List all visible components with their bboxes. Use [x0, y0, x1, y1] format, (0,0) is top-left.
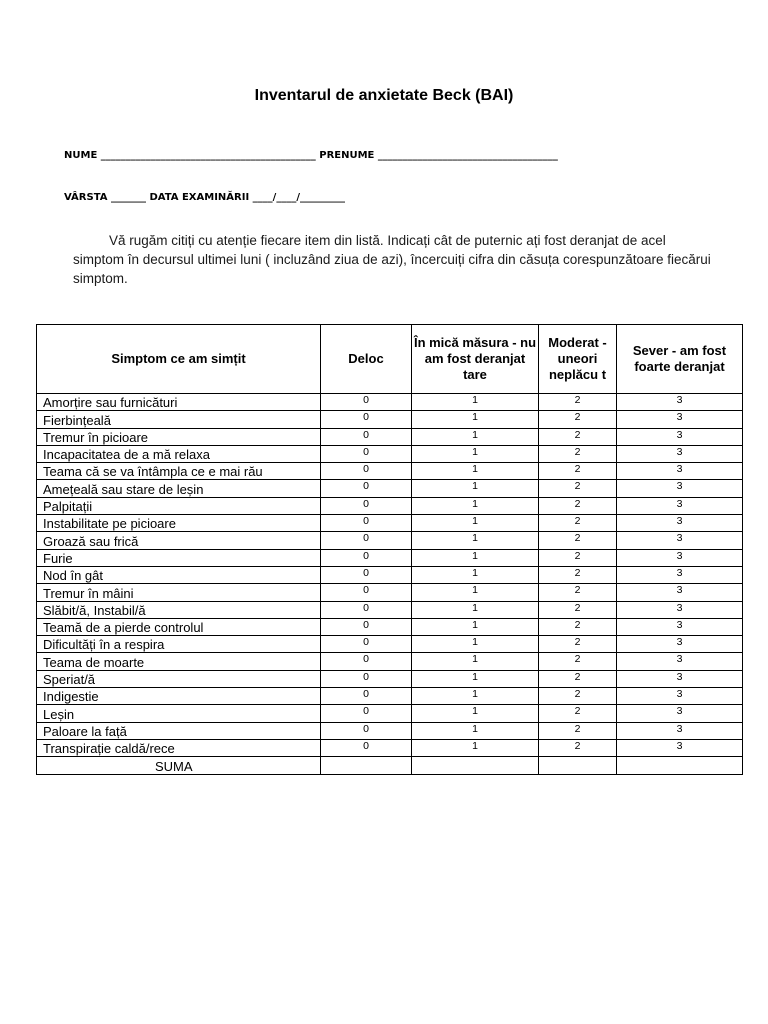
table-row — [37, 722, 743, 739]
symptom-label: Palpitații — [37, 497, 321, 514]
sum-cell[interactable] — [539, 757, 617, 774]
symptom-label: Amorțire sau furnicături — [37, 394, 321, 411]
score-cell-2[interactable]: 2 — [539, 463, 617, 480]
symptom-label: Speriat/ă — [37, 670, 321, 687]
score-cell-1[interactable]: 1 — [412, 394, 539, 411]
header-moderat-label: Moderat - uneori neplăcu t — [548, 335, 607, 382]
score-cell-2[interactable]: 2 — [539, 653, 617, 670]
score-cell-0[interactable]: 0 — [321, 636, 412, 653]
table-row — [37, 480, 743, 497]
score-cell-2[interactable]: 2 — [539, 394, 617, 411]
score-cell-2[interactable]: 2 — [539, 411, 617, 428]
score-cell-3[interactable]: 3 — [617, 515, 743, 532]
symptom-label: Teama că se va întâmpla ce e mai rău — [37, 463, 321, 480]
score-cell-0[interactable]: 0 — [321, 618, 412, 635]
header-deloc: Deloc — [321, 325, 412, 394]
symptom-table — [36, 324, 743, 775]
score-cell-3[interactable]: 3 — [617, 618, 743, 635]
score-cell-3[interactable]: 3 — [617, 497, 743, 514]
score-cell-0[interactable]: 0 — [321, 411, 412, 428]
symptom-label: Tremur în mâini — [37, 584, 321, 601]
table-row — [37, 394, 743, 411]
score-cell-0[interactable]: 0 — [321, 653, 412, 670]
score-cell-3[interactable]: 3 — [617, 394, 743, 411]
score-cell-0[interactable]: 0 — [321, 445, 412, 462]
score-cell-1[interactable]: 1 — [412, 636, 539, 653]
score-cell-1[interactable]: 1 — [412, 653, 539, 670]
score-cell-3[interactable]: 3 — [617, 739, 743, 756]
symptom-label: Groază sau frică — [37, 532, 321, 549]
score-cell-3[interactable]: 3 — [617, 480, 743, 497]
table-header-row — [37, 325, 743, 394]
score-cell-0[interactable]: 0 — [321, 480, 412, 497]
symptom-label: Fierbințeală — [37, 411, 321, 428]
symptom-label: Instabilitate pe picioare — [37, 515, 321, 532]
symptom-label: Amețeală sau stare de leșin — [37, 480, 321, 497]
symptom-label: Transpirație caldă/rece — [37, 739, 321, 756]
page-title: Inventarul de anxietate Beck (BAI) — [254, 87, 514, 104]
score-cell-1[interactable]: 1 — [412, 515, 539, 532]
score-cell-3[interactable]: 3 — [617, 411, 743, 428]
score-cell-1[interactable]: 1 — [412, 566, 539, 583]
symptom-label: Paloare la față — [37, 722, 321, 739]
score-cell-2[interactable]: 2 — [539, 601, 617, 618]
score-cell-1[interactable]: 1 — [412, 428, 539, 445]
score-cell-2[interactable]: 2 — [539, 445, 617, 462]
score-cell-1[interactable]: 1 — [412, 480, 539, 497]
sum-cell[interactable] — [321, 757, 412, 774]
score-cell-1[interactable]: 1 — [412, 497, 539, 514]
score-cell-1[interactable]: 1 — [412, 688, 539, 705]
table-row — [37, 653, 743, 670]
score-cell-1[interactable]: 1 — [412, 618, 539, 635]
score-cell-1[interactable]: 1 — [412, 670, 539, 687]
score-cell-3[interactable]: 3 — [617, 653, 743, 670]
score-cell-0[interactable]: 0 — [321, 705, 412, 722]
symptom-label: Furie — [37, 549, 321, 566]
score-cell-3[interactable]: 3 — [617, 688, 743, 705]
score-cell-1[interactable]: 1 — [412, 601, 539, 618]
score-cell-0[interactable]: 0 — [321, 739, 412, 756]
symptom-label: Teamă de a pierde controlul — [37, 618, 321, 635]
score-cell-1[interactable]: 1 — [412, 463, 539, 480]
symptom-label: Leșin — [37, 705, 321, 722]
sum-cell[interactable] — [412, 757, 539, 774]
score-cell-0[interactable]: 0 — [321, 584, 412, 601]
score-cell-1[interactable]: 1 — [412, 549, 539, 566]
score-cell-1[interactable]: 1 — [412, 532, 539, 549]
score-cell-2[interactable]: 2 — [539, 670, 617, 687]
score-cell-3[interactable]: 3 — [617, 445, 743, 462]
table-row — [37, 584, 743, 601]
header-mica-masura-label: În mică măsura - nu am fost deranjat tare — [413, 335, 537, 382]
symptom-label: Slăbit/ă, Instabil/ă — [37, 601, 321, 618]
score-cell-2[interactable]: 2 — [539, 636, 617, 653]
table-row — [37, 532, 743, 549]
score-cell-1[interactable]: 1 — [412, 705, 539, 722]
score-cell-2[interactable]: 2 — [539, 549, 617, 566]
score-cell-3[interactable]: 3 — [617, 566, 743, 583]
score-cell-2[interactable]: 2 — [539, 739, 617, 756]
score-cell-2[interactable]: 2 — [539, 497, 617, 514]
table-row — [37, 566, 743, 583]
table-row — [37, 739, 743, 756]
symptom-label: Indigestie — [37, 688, 321, 705]
table-row — [37, 705, 743, 722]
score-cell-0[interactable]: 0 — [321, 428, 412, 445]
score-cell-3[interactable]: 3 — [617, 705, 743, 722]
table-row — [37, 411, 743, 428]
symptom-label: Incapacitatea de a mă relaxa — [37, 445, 321, 462]
score-cell-2[interactable]: 2 — [539, 705, 617, 722]
score-cell-0[interactable]: 0 — [321, 532, 412, 549]
symptom-label: Teama de moarte — [37, 653, 321, 670]
sum-label: SUMA — [37, 757, 321, 774]
table-row — [37, 463, 743, 480]
score-cell-2[interactable]: 2 — [539, 566, 617, 583]
table-row — [37, 428, 743, 445]
score-cell-2[interactable]: 2 — [539, 688, 617, 705]
score-cell-0[interactable]: 0 — [321, 549, 412, 566]
score-cell-0[interactable]: 0 — [321, 497, 412, 514]
score-cell-1[interactable]: 1 — [412, 445, 539, 462]
score-cell-0[interactable]: 0 — [321, 394, 412, 411]
table-row — [37, 618, 743, 635]
sum-cell[interactable] — [617, 757, 743, 774]
sum-row — [37, 757, 743, 774]
score-cell-2[interactable]: 2 — [539, 584, 617, 601]
score-cell-3[interactable]: 3 — [617, 601, 743, 618]
score-cell-2[interactable]: 2 — [539, 515, 617, 532]
symptom-label: Tremur în picioare — [37, 428, 321, 445]
table-row — [37, 549, 743, 566]
header-sever — [617, 325, 743, 394]
score-cell-0[interactable]: 0 — [321, 463, 412, 480]
score-cell-3[interactable]: 3 — [617, 549, 743, 566]
score-cell-1[interactable]: 1 — [412, 411, 539, 428]
header-sever-label: Sever - am fost foarte deranjat — [632, 343, 727, 374]
header-symptom: Simptom ce am simțit — [37, 325, 321, 394]
score-cell-3[interactable]: 3 — [617, 532, 743, 549]
table-row — [37, 515, 743, 532]
table-row — [37, 601, 743, 618]
age-date-fields-line[interactable]: VÂRSTA _______ DATA EXAMINĂRII ____/____/_________ — [64, 192, 345, 203]
score-cell-1[interactable]: 1 — [412, 584, 539, 601]
score-cell-0[interactable]: 0 — [321, 601, 412, 618]
score-cell-0[interactable]: 0 — [321, 566, 412, 583]
score-cell-0[interactable]: 0 — [321, 688, 412, 705]
symptom-label: Dificultăți în a respira — [37, 636, 321, 653]
score-cell-3[interactable]: 3 — [617, 463, 743, 480]
symptom-label: Nod în gât — [37, 566, 321, 583]
header-moderat — [539, 325, 617, 394]
score-cell-3[interactable]: 3 — [617, 584, 743, 601]
score-cell-2[interactable]: 2 — [539, 480, 617, 497]
score-cell-3[interactable]: 3 — [617, 428, 743, 445]
score-cell-0[interactable]: 0 — [321, 722, 412, 739]
table-row — [37, 636, 743, 653]
score-cell-2[interactable]: 2 — [539, 428, 617, 445]
table-row — [37, 688, 743, 705]
score-cell-3[interactable]: 3 — [617, 722, 743, 739]
table-row — [37, 445, 743, 462]
score-cell-3[interactable]: 3 — [617, 636, 743, 653]
score-cell-3[interactable]: 3 — [617, 670, 743, 687]
header-mica-masura — [412, 325, 539, 394]
score-cell-2[interactable]: 2 — [539, 532, 617, 549]
score-cell-0[interactable]: 0 — [321, 670, 412, 687]
score-cell-2[interactable]: 2 — [539, 618, 617, 635]
table-row — [37, 670, 743, 687]
instructions-paragraph: Vă rugăm citiți cu atenție fiecare item din listă. Indicați cât de puternic ați fost deranjat de acel simptom în decursul ultimei luni ( incluzând ziua de azi), încercuiți cifra din căsuța corespunzătoare fiecărui simptom. — [73, 233, 711, 286]
score-cell-2[interactable]: 2 — [539, 722, 617, 739]
score-cell-0[interactable]: 0 — [321, 515, 412, 532]
name-fields-line[interactable]: NUME ___________________________________________ PRENUME ____________________________________ — [64, 150, 558, 161]
table-row — [37, 497, 743, 514]
score-cell-1[interactable]: 1 — [412, 722, 539, 739]
score-cell-1[interactable]: 1 — [412, 739, 539, 756]
